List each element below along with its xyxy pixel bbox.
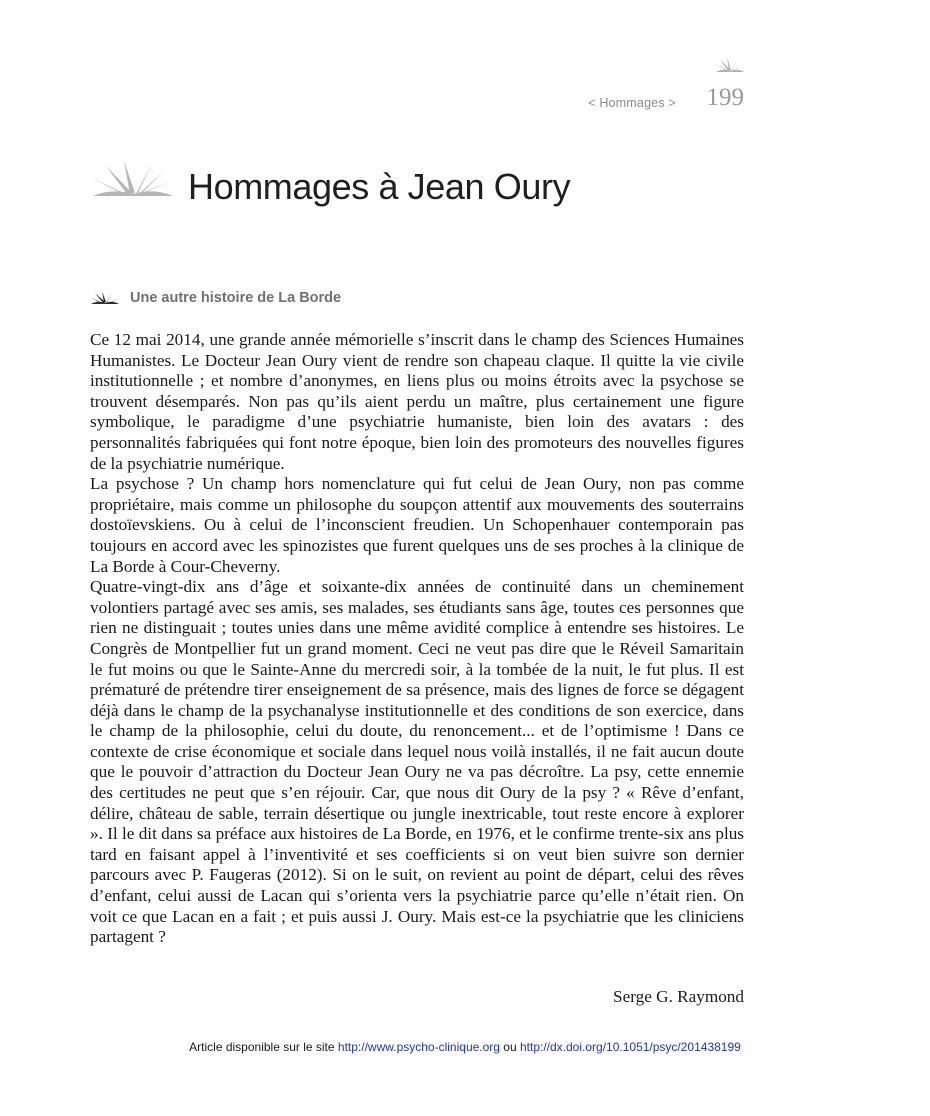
paragraph: Quatre-vingt-dix ans d’âge et soixante-dix années de continuité dans un cheminement volontiers partagé avec ses amis, ses malades, ses étudiants sans âge, toutes ces personnes que rien ne distinguait ; toutes unies dans une même avidité complice à entendre ses histoires. Le Congrès de Montpellier fut un grand moment. Ceci ne veut pas dire que le Réveil Samaritain le fut moins ou que le Sainte-Anne du mercredi soir, à la tombée de la nuit, le fut plus. Il est prématuré de prétendre tirer enseignement de sa présence, mais des lignes de force se dégagent déjà dans le champ de la psychanalyse institutionnelle et des conditions de son exercice, dans le champ de la philosophie, celui du doute, du renoncement... et de l’optimisme ! Dans ce contexte de crise économique et sociale dans lequel nous voilà installés, il ne fait aucun doute que le pouvoir d’attraction du Docteur Jean Oury ne va pas décroître. La psy, cette ennemie des certitudes ne peut que s’en réjouir. Car, que nous dit Oury de la psy ? « Rêve d’enfant, délire, château de sable, terrain désertique ou jungle inextricable, tout reste encore à explorer ». Il le dit dans sa préface aux histoires de La Borde, en 1976, et le confirme trente-six ans plus tard en faisant appel à l’inventivité et ses coefficients si on veut bien suivre son dernier parcours avec P. Faugeras (2012). Si on le suit, on revient au point de départ, celui des rêves d’enfant, celui aussi de Lacan qui s’orienta vers la psychiatrie parce qu’elle n’était rien. On voit ce que Lacan en a fait ; et puis aussi J. Oury. Mais est-ce la psychiatrie que les cliniciens partagent ?	[90, 577, 744, 947]
footer-text: ou	[499, 1040, 520, 1054]
paragraph: La psychose ? Un champ hors nomenclature qui fut celui de Jean Oury, non pas comme propriétaire, mais comme un philosophe du soupçon attentif aux mouvements des souterrains dostoïevskiens. Ou à celui de l’inconscient freudien. Un Schopenhauer contemporain pas toujours en accord avec les spinozistes que furent quelques uns de ses proches à la clinique de La Borde à Cour-Cheverny.	[90, 474, 744, 576]
grass-tuft-icon	[90, 158, 176, 198]
footer	[0, 1040, 930, 1054]
section-heading: Une autre histoire de La Borde	[130, 290, 342, 306]
author-signature: Serge G. Raymond	[613, 987, 744, 1006]
site-link[interactable]: http://www.psycho-clinique.org	[337, 1040, 500, 1054]
article-body	[90, 330, 744, 948]
paragraph: Ce 12 mai 2014, une grande année mémorielle s’inscrit dans le champ des Sciences Humaines Humanistes. Le Docteur Jean Oury vient de rendre son chapeau claque. Il quitte la vie civile institutionnelle ; et nombre d’anonymes, en liens plus ou moins étroits avec la psychose se trouvent désemparés. Non pas qu’ils aient perdu un maître, plus certainement une figure symbolique, le paradigme d’une psychiatrie humaniste, bien loin des avatars : des personnalités fabriquées qui font notre époque, bien loin des promoteurs des nouvelles figures de la psychiatrie numérique.	[90, 330, 744, 473]
grass-tuft-icon	[90, 290, 120, 305]
grass-tuft-icon	[714, 55, 746, 73]
running-head-section: < Hommages >	[588, 96, 676, 110]
footer-text: Article disponible sur le site	[189, 1040, 338, 1054]
doi-link[interactable]: http://dx.doi.org/10.1051/psyc/201438199	[519, 1040, 741, 1054]
page-number: 199	[706, 84, 744, 111]
running-head	[560, 84, 744, 114]
article-title: Hommages à Jean Oury	[188, 166, 571, 207]
